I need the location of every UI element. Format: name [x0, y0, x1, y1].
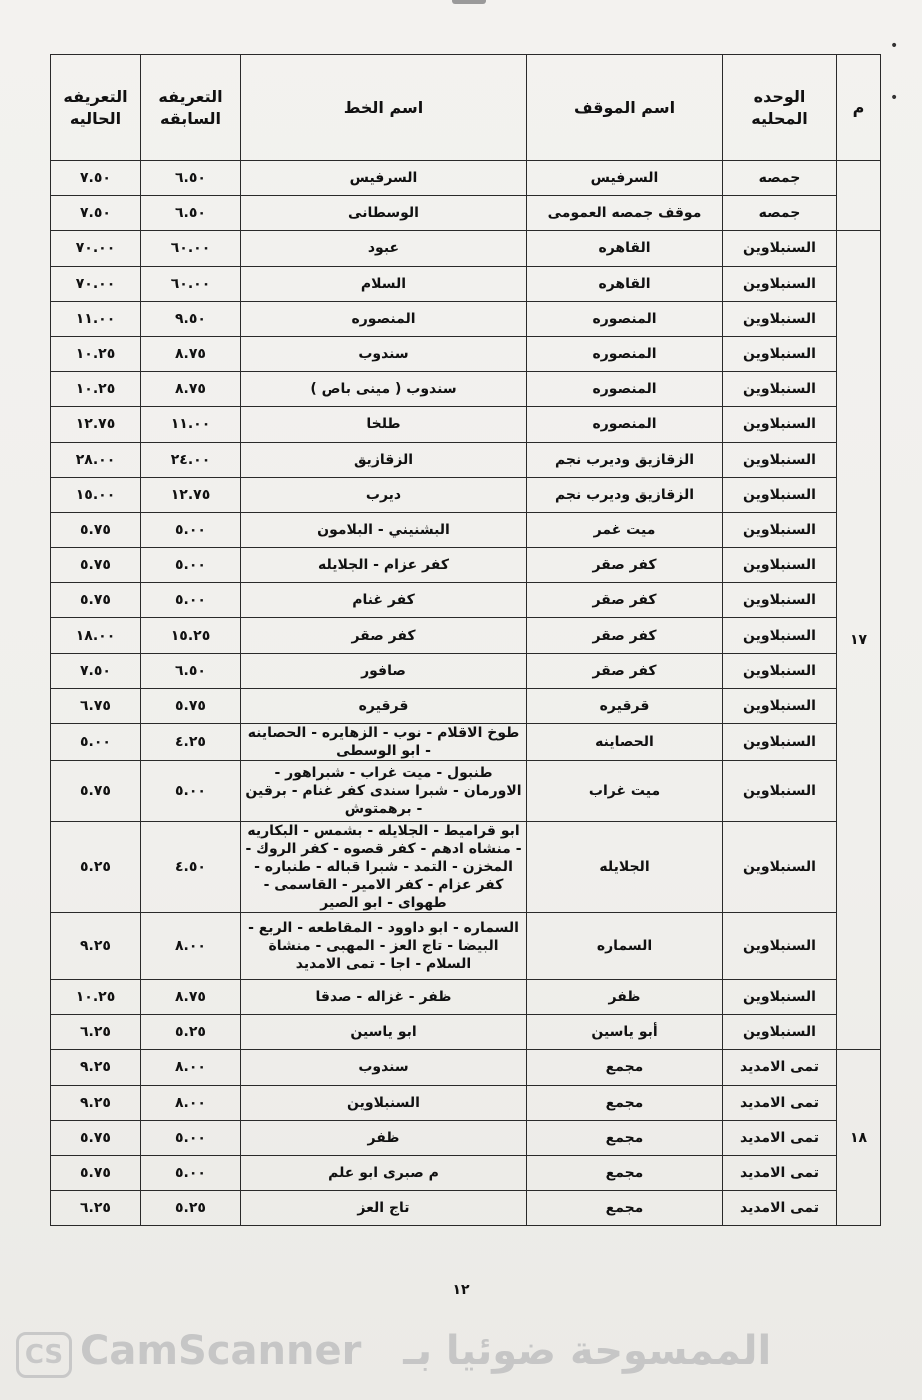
cell-previous-fare: ٦٠.٠٠ — [141, 231, 241, 266]
watermark-brand: CamScanner — [80, 1328, 362, 1374]
cell-stop-name: ميت غمر — [527, 512, 723, 547]
cell-stop-name: السرفيس — [527, 161, 723, 196]
cell-line-name: ابو قراميط - الجلايله - بشمس - البكاريه - منشاه ادهم - كفر قصوه - كفر الروك - المخزن - التمد - شبرا قباله - طنباره - كفر عزام - كفر الامير - القاسمى - طهواى - ابو الصير — [241, 822, 527, 913]
cell-stop-name: المنصوره — [527, 407, 723, 442]
cell-stop-name: قرقيره — [527, 688, 723, 723]
cell-current-fare: ٥.٧٥ — [51, 1155, 141, 1190]
table-row — [51, 442, 881, 477]
cell-previous-fare: ٥.٠٠ — [141, 583, 241, 618]
cell-local-unit: جمصه — [723, 196, 837, 231]
cell-local-unit: السنبلاوين — [723, 231, 837, 266]
cell-local-unit: السنبلاوين — [723, 336, 837, 371]
cell-local-unit: جمصه — [723, 161, 837, 196]
table-row — [51, 1155, 881, 1190]
cell-stop-name: المنصوره — [527, 301, 723, 336]
cell-line-name: السنبلاوين — [241, 1085, 527, 1120]
scan-artifact-dot: • — [890, 38, 899, 54]
cell-current-fare: ٧٠.٠٠ — [51, 231, 141, 266]
cell-line-name: سندوب ( مينى باص ) — [241, 372, 527, 407]
cell-current-fare: ٥.٧٥ — [51, 583, 141, 618]
cell-line-name: السرفيس — [241, 161, 527, 196]
header-local-unit: الوحده المحليه — [723, 55, 837, 161]
cell-current-fare: ٥.٧٥ — [51, 548, 141, 583]
cell-line-name: ابو ياسين — [241, 1015, 527, 1050]
header-current-fare: التعريفه الحاليه — [51, 55, 141, 161]
cell-line-name: تاج العز — [241, 1191, 527, 1226]
cell-local-unit: السنبلاوين — [723, 653, 837, 688]
cell-stop-name: كفر صقر — [527, 548, 723, 583]
cell-local-unit: السنبلاوين — [723, 407, 837, 442]
table-row — [51, 653, 881, 688]
cell-local-unit: السنبلاوين — [723, 913, 837, 980]
cell-previous-fare: ٨.٠٠ — [141, 1050, 241, 1085]
cell-current-fare: ٦.٧٥ — [51, 688, 141, 723]
table-row — [51, 724, 881, 761]
cell-stop-name: السماره — [527, 913, 723, 980]
cell-stop-name: مجمع — [527, 1085, 723, 1120]
cell-line-name: طلخا — [241, 407, 527, 442]
scan-artifact-dot: • — [890, 90, 899, 106]
table-row — [51, 196, 881, 231]
cell-previous-fare: ٦.٥٠ — [141, 161, 241, 196]
cell-local-unit: السنبلاوين — [723, 512, 837, 547]
watermark-arabic: الممسوحة ضوئيا بـ — [403, 1328, 772, 1374]
cell-current-fare: ٦.٢٥ — [51, 1015, 141, 1050]
cell-local-unit: السنبلاوين — [723, 477, 837, 512]
cell-stop-name: موقف جمصه العمومى — [527, 196, 723, 231]
cell-previous-fare: ٤.٢٥ — [141, 724, 241, 761]
table-row — [51, 913, 881, 980]
header-previous-fare: التعريفه السابقه — [141, 55, 241, 161]
cell-local-unit: السنبلاوين — [723, 442, 837, 477]
cell-stop-name: مجمع — [527, 1155, 723, 1190]
cell-local-unit: السنبلاوين — [723, 822, 837, 913]
cell-current-fare: ١٨.٠٠ — [51, 618, 141, 653]
table-row — [51, 477, 881, 512]
cell-stop-name: الجلايله — [527, 822, 723, 913]
cell-current-fare: ١٠.٢٥ — [51, 372, 141, 407]
table-row — [51, 336, 881, 371]
cell-previous-fare: ٥.٧٥ — [141, 688, 241, 723]
table-row — [51, 407, 881, 442]
cell-local-unit: السنبلاوين — [723, 618, 837, 653]
cell-local-unit: تمى الامديد — [723, 1050, 837, 1085]
cell-local-unit: السنبلاوين — [723, 266, 837, 301]
cell-stop-name: الزقازيق وديرب نجم — [527, 477, 723, 512]
cell-line-name: الوسطانى — [241, 196, 527, 231]
cell-current-fare: ٥.٢٥ — [51, 822, 141, 913]
cell-current-fare: ٧.٥٠ — [51, 196, 141, 231]
cell-current-fare: ١٢.٧٥ — [51, 407, 141, 442]
cell-local-unit: السنبلاوين — [723, 1015, 837, 1050]
cell-m: ١٨ — [837, 1050, 881, 1226]
cell-current-fare: ٧.٥٠ — [51, 161, 141, 196]
cell-previous-fare: ٥.٠٠ — [141, 1120, 241, 1155]
cell-local-unit: تمى الامديد — [723, 1085, 837, 1120]
cell-previous-fare: ٥.٠٠ — [141, 548, 241, 583]
cell-previous-fare: ٩.٥٠ — [141, 301, 241, 336]
cell-line-name: ظفر - غزاله - صدقا — [241, 980, 527, 1015]
cell-m — [837, 161, 881, 231]
cell-m: ١٧ — [837, 231, 881, 1050]
binding-mark — [452, 0, 486, 4]
cell-line-name: كفر غنام — [241, 583, 527, 618]
cell-line-name: صافور — [241, 653, 527, 688]
table-row — [51, 372, 881, 407]
page-number: ١٢ — [452, 1282, 470, 1298]
cell-local-unit: تمى الامديد — [723, 1120, 837, 1155]
cell-previous-fare: ٥.٠٠ — [141, 761, 241, 822]
table-row — [51, 761, 881, 822]
cell-stop-name: كفر صقر — [527, 653, 723, 688]
cell-current-fare: ١١.٠٠ — [51, 301, 141, 336]
cell-stop-name: القاهره — [527, 231, 723, 266]
cell-previous-fare: ٨.٧٥ — [141, 372, 241, 407]
table-row — [51, 161, 881, 196]
table-row — [51, 583, 881, 618]
cell-current-fare: ٧٠.٠٠ — [51, 266, 141, 301]
cell-current-fare: ٥.٧٥ — [51, 1120, 141, 1155]
cell-previous-fare: ٦.٥٠ — [141, 653, 241, 688]
header-line-name: اسم الخط — [241, 55, 527, 161]
cell-stop-name: مجمع — [527, 1191, 723, 1226]
cell-stop-name: الزقازيق وديرب نجم — [527, 442, 723, 477]
table-row — [51, 231, 881, 266]
cell-stop-name: أبو ياسين — [527, 1015, 723, 1050]
cell-local-unit: السنبلاوين — [723, 761, 837, 822]
cell-stop-name: ظفر — [527, 980, 723, 1015]
cell-line-name: قرقيره — [241, 688, 527, 723]
cell-previous-fare: ٨.٧٥ — [141, 336, 241, 371]
cell-current-fare: ٥.٧٥ — [51, 761, 141, 822]
cell-line-name: ظفر — [241, 1120, 527, 1155]
table-row — [51, 301, 881, 336]
table-row — [51, 822, 881, 913]
cell-stop-name: ميت غراب — [527, 761, 723, 822]
cell-stop-name: القاهره — [527, 266, 723, 301]
cell-previous-fare: ٨.٠٠ — [141, 1085, 241, 1120]
watermark-text — [80, 1328, 771, 1374]
cell-current-fare: ٩.٢٥ — [51, 1050, 141, 1085]
cell-previous-fare: ٦.٥٠ — [141, 196, 241, 231]
cell-line-name: سندوب — [241, 1050, 527, 1085]
table-row — [51, 1050, 881, 1085]
cell-line-name: طوخ الاقلام - نوب - الزهايره - الحصاينه - ابو الوسطى — [241, 724, 527, 761]
cell-previous-fare: ٨.٧٥ — [141, 980, 241, 1015]
cell-line-name: عبود — [241, 231, 527, 266]
cell-line-name: البشنيني - البلامون — [241, 512, 527, 547]
cell-stop-name: مجمع — [527, 1120, 723, 1155]
cell-line-name: الزقازيق — [241, 442, 527, 477]
cell-line-name: م صبرى ابو علم — [241, 1155, 527, 1190]
table-row — [51, 548, 881, 583]
table-row — [51, 618, 881, 653]
cell-local-unit: السنبلاوين — [723, 980, 837, 1015]
camscanner-logo-icon: CS — [16, 1332, 72, 1378]
cell-previous-fare: ٢٤.٠٠ — [141, 442, 241, 477]
cell-previous-fare: ٥.٠٠ — [141, 512, 241, 547]
cell-line-name: ديرب — [241, 477, 527, 512]
table-row — [51, 1191, 881, 1226]
cell-line-name: طنبول - ميت غراب - شبراهور - الاورمان - شبرا سندى كفر غنام - برقين - برهمتوش — [241, 761, 527, 822]
cell-current-fare: ٩.٢٥ — [51, 913, 141, 980]
cell-current-fare: ٥.٠٠ — [51, 724, 141, 761]
cell-previous-fare: ٤.٥٠ — [141, 822, 241, 913]
cell-current-fare: ١٠.٢٥ — [51, 980, 141, 1015]
cell-previous-fare: ١٥.٢٥ — [141, 618, 241, 653]
cell-previous-fare: ٨.٠٠ — [141, 913, 241, 980]
cell-previous-fare: ٥.٠٠ — [141, 1155, 241, 1190]
cell-stop-name: مجمع — [527, 1050, 723, 1085]
table-header-row — [51, 55, 881, 161]
cell-local-unit: السنبلاوين — [723, 688, 837, 723]
cell-stop-name: المنصوره — [527, 336, 723, 371]
cell-current-fare: ١٥.٠٠ — [51, 477, 141, 512]
cell-local-unit: السنبلاوين — [723, 583, 837, 618]
cell-current-fare: ١٠.٢٥ — [51, 336, 141, 371]
cell-line-name: كفر عزام - الجلايله — [241, 548, 527, 583]
cell-line-name: السماره - ابو داوود - المقاطعه - الربع - البيضا - تاج العز - المهبى - منشاة السلام - اجا - تمى الامديد — [241, 913, 527, 980]
cell-current-fare: ٥.٧٥ — [51, 512, 141, 547]
cell-line-name: السلام — [241, 266, 527, 301]
cell-line-name: كفر صقر — [241, 618, 527, 653]
cell-stop-name: الحصاينه — [527, 724, 723, 761]
cell-current-fare: ٢٨.٠٠ — [51, 442, 141, 477]
table-row — [51, 512, 881, 547]
header-m: م — [837, 55, 881, 161]
cell-previous-fare: ٦٠.٠٠ — [141, 266, 241, 301]
cell-stop-name: كفر صقر — [527, 618, 723, 653]
cell-previous-fare: ١٢.٧٥ — [141, 477, 241, 512]
cell-previous-fare: ١١.٠٠ — [141, 407, 241, 442]
cell-current-fare: ٧.٥٠ — [51, 653, 141, 688]
cell-local-unit: تمى الامديد — [723, 1191, 837, 1226]
cell-previous-fare: ٥.٢٥ — [141, 1015, 241, 1050]
table-row — [51, 1085, 881, 1120]
cell-local-unit: السنبلاوين — [723, 724, 837, 761]
cell-stop-name: كفر صقر — [527, 583, 723, 618]
cell-line-name: سندوب — [241, 336, 527, 371]
cell-current-fare: ٦.٢٥ — [51, 1191, 141, 1226]
cell-stop-name: المنصوره — [527, 372, 723, 407]
cell-local-unit: السنبلاوين — [723, 372, 837, 407]
cell-current-fare: ٩.٢٥ — [51, 1085, 141, 1120]
fare-table — [50, 54, 881, 1226]
cell-line-name: المنصوره — [241, 301, 527, 336]
table-row — [51, 1120, 881, 1155]
cell-local-unit: تمى الامديد — [723, 1155, 837, 1190]
camscanner-watermark — [0, 1322, 922, 1382]
header-stop-name: اسم الموقف — [527, 55, 723, 161]
cell-local-unit: السنبلاوين — [723, 301, 837, 336]
cell-previous-fare: ٥.٢٥ — [141, 1191, 241, 1226]
table-row — [51, 980, 881, 1015]
table-row — [51, 688, 881, 723]
cell-local-unit: السنبلاوين — [723, 548, 837, 583]
table-row — [51, 266, 881, 301]
table-row — [51, 1015, 881, 1050]
